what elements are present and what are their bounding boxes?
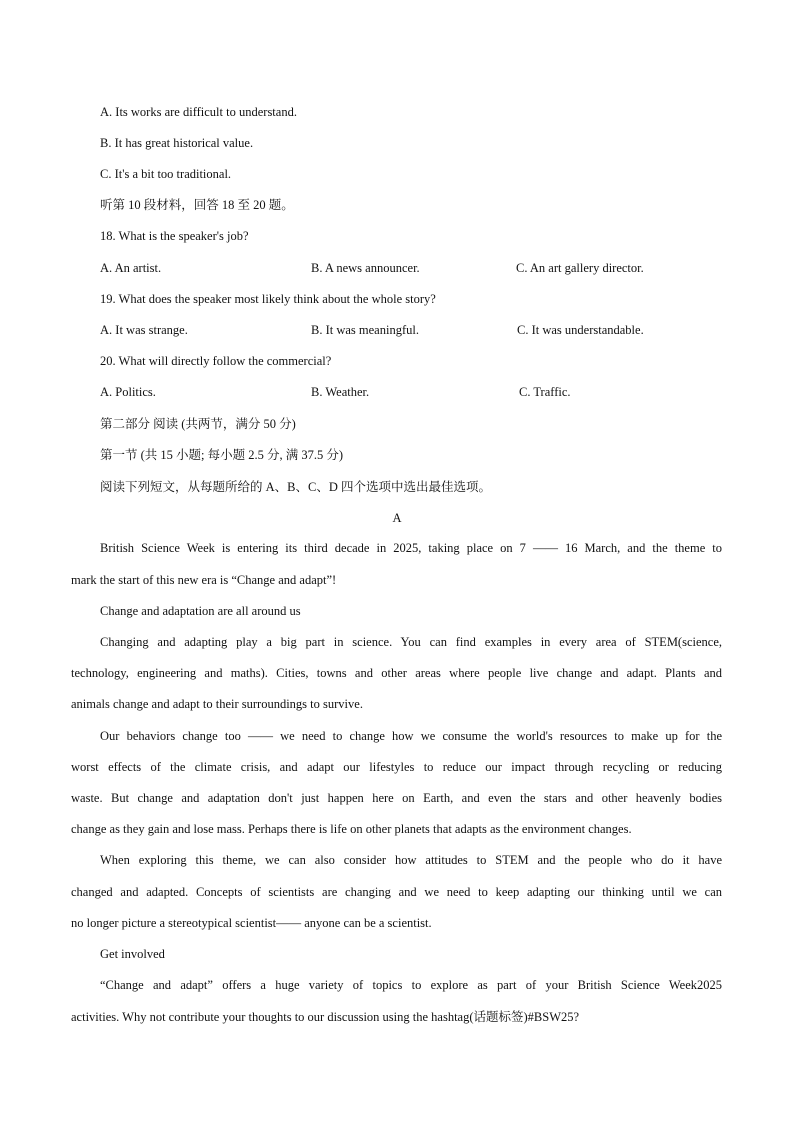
question-19-option-a: A. It was strange.	[100, 323, 188, 337]
passage-label: A	[392, 511, 402, 525]
section-10-instruction: 听第 10 段材料，回答 18 至 20 题。	[100, 198, 294, 212]
question-20-stem: 20. What will directly follow the commercial?	[100, 354, 332, 368]
paragraph-4-line-3: no longer picture a stereotypical scientist—— anyone can be a scientist.	[71, 916, 432, 930]
paragraph-1-line-1: British Science Week is entering its third decade in 2025, taking place on 7 —— 16 March, and the theme to	[100, 541, 722, 555]
paragraph-2-line-2: technology, engineering and maths). Cities, towns and other areas where people live change and adapt. Plants and	[71, 666, 722, 680]
paragraph-3-line-4: change as they gain and lose mass. Perhaps there is life on other planets that adapts as the environment changes.	[71, 822, 632, 836]
paragraph-4-line-2: changed and adapted. Concepts of scientists are changing and we need to keep adapting our thinking until we can	[71, 885, 722, 899]
option-c-prev: C. It's a bit too traditional.	[100, 167, 232, 181]
question-18-stem: 18. What is the speaker's job?	[100, 229, 249, 243]
section-1-heading: 第一节 (共 15 小题; 每小题 2.5 分, 满 37.5 分)	[100, 448, 344, 462]
question-20-option-c: C. Traffic.	[519, 385, 571, 399]
paragraph-3-line-1: Our behaviors change too —— we need to change how we consume the world's resources to make up for the	[100, 729, 722, 743]
part-2-heading: 第二部分 阅读 (共两节，满分 50 分)	[100, 417, 296, 431]
subheading-get-involved: Get involved	[100, 947, 165, 961]
paragraph-5-line-1: “Change and adapt” offers a huge variety of topics to explore as part of your British Science Week2025	[100, 978, 722, 992]
paragraph-2-line-1: Changing and adapting play a big part in science. You can find examples in every area of STEM(science,	[100, 635, 722, 649]
question-20-option-a: A. Politics.	[100, 385, 156, 399]
paragraph-1-line-2: mark the start of this new era is “Change and adapt”!	[71, 573, 337, 587]
option-b-prev: B. It has great historical value.	[100, 136, 254, 150]
paragraph-3-line-2: worst effects of the climate crisis, and adapt our lifestyles to reduce our impact through recycling or reducing	[71, 760, 722, 774]
question-20-option-b: B. Weather.	[311, 385, 370, 399]
paragraph-2-line-3: animals change and adapt to their surroundings to survive.	[71, 697, 363, 711]
question-19-option-b: B. It was meaningful.	[311, 323, 419, 337]
question-19-option-c: C. It was understandable.	[517, 323, 644, 337]
question-19-stem: 19. What does the speaker most likely think about the whole story?	[100, 292, 436, 306]
question-18-option-a: A. An artist.	[100, 261, 162, 275]
question-18-option-b: B. A news announcer.	[311, 261, 420, 275]
paragraph-4-line-1: When exploring this theme, we can also consider how attitudes to STEM and the people who do it have	[100, 853, 722, 867]
subheading-change-adaptation: Change and adaptation are all around us	[100, 604, 301, 618]
paragraph-5-line-2: activities. Why not contribute your thoughts to our discussion using the hashtag(话题标签)#BSW25?	[71, 1010, 580, 1024]
option-a-prev: A. Its works are difficult to understand.	[100, 105, 297, 119]
paragraph-3-line-3: waste. But change and adaptation don't just happen here on Earth, and even the stars and other heavenly bodies	[71, 791, 722, 805]
reading-instruction: 阅读下列短文，从每题所给的 A、B、C、D 四个选项中选出最佳选项。	[100, 480, 491, 494]
question-18-option-c: C. An art gallery director.	[516, 261, 644, 275]
